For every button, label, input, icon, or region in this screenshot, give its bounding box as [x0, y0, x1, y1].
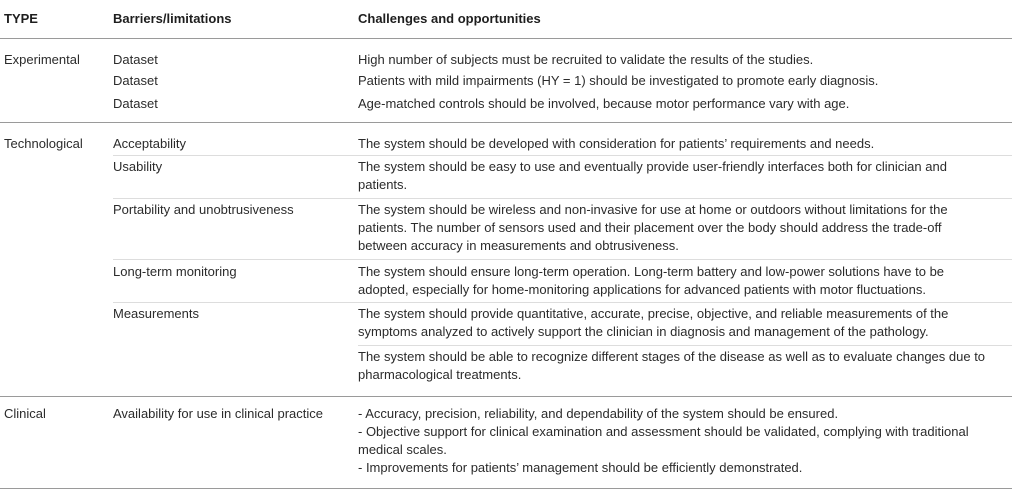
barrier-cell: Long-term monitoring [113, 264, 237, 279]
row-divider [113, 302, 1012, 303]
challenge-line: The system should be wireless and non-invasive for use at home or outdoors without limitations for the [358, 202, 948, 217]
challenge-line: High number of subjects must be recruited to validate the results of the studies. [358, 52, 814, 67]
challenge-line: - Improvements for patients’ management should be efficiently demonstrated. [358, 460, 803, 475]
challenge-line: adopted, especially for home-monitoring applications for advanced patients with motor fluctuations. [358, 282, 926, 297]
table-header [0, 0, 1012, 39]
row-divider [358, 345, 1012, 346]
type-label: Technological [4, 136, 83, 151]
challenge-line: The system should be able to recognize different stages of the disease as well as to evaluate changes due to [358, 349, 986, 364]
barrier-cell: Dataset [113, 96, 158, 111]
barrier-cell: Portability and unobtrusiveness [113, 202, 294, 217]
challenge-line: Patients with mild impairments (HY = 1) should be investigated to promote early diagnosis. [358, 73, 879, 88]
challenge-line: - Accuracy, precision, reliability, and dependability of the system should be ensured. [358, 406, 839, 421]
barrier-cell: Dataset [113, 73, 158, 88]
row-divider [113, 155, 1012, 156]
group-experimental [0, 38, 1012, 123]
challenge-line: The system should ensure long-term operation. Long-term battery and low-power solutions have to be [358, 264, 945, 279]
challenge-line: - Objective support for clinical examination and assessment should be validated, complying with traditional [358, 424, 969, 439]
type-label: Clinical [4, 406, 46, 421]
challenge-line: Age-matched controls should be involved, because motor performance vary with age. [358, 96, 850, 111]
row-divider [113, 198, 1012, 199]
challenge-line: The system should provide quantitative, accurate, precise, objective, and reliable measurements of the [358, 306, 949, 321]
challenge-line: patients. [358, 177, 408, 192]
challenge-line: symptoms analyzed to actively support the clinician in diagnosis and management of the pathology. [358, 324, 929, 339]
header-challenges: Challenges and opportunities [358, 11, 541, 26]
barrier-cell: Measurements [113, 306, 199, 321]
header-type: TYPE [4, 11, 38, 26]
barrier-cell: Availability for use in clinical practice [113, 406, 324, 421]
challenge-line: The system should be easy to use and eventually provide user-friendly interfaces both for clinician and [358, 159, 947, 174]
challenge-line: patients. The number of sensors used and their placement over the body should address the trade-off [358, 220, 942, 235]
barrier-cell: Usability [113, 159, 163, 174]
group-technological [0, 122, 1012, 397]
row-divider [113, 259, 1012, 260]
header-barriers: Barriers/limitations [113, 11, 232, 26]
barrier-cell: Dataset [113, 52, 158, 67]
group-clinical [0, 396, 1012, 489]
challenge-line: The system should be developed with consideration for patients’ requirements and needs. [358, 136, 875, 151]
challenge-line: medical scales. [358, 442, 447, 457]
challenge-line: between accuracy in measurements and obtrusiveness. [358, 238, 679, 253]
barrier-cell: Acceptability [113, 136, 186, 151]
type-label: Experimental [4, 52, 80, 67]
challenge-line: pharmacological treatments. [358, 367, 522, 382]
